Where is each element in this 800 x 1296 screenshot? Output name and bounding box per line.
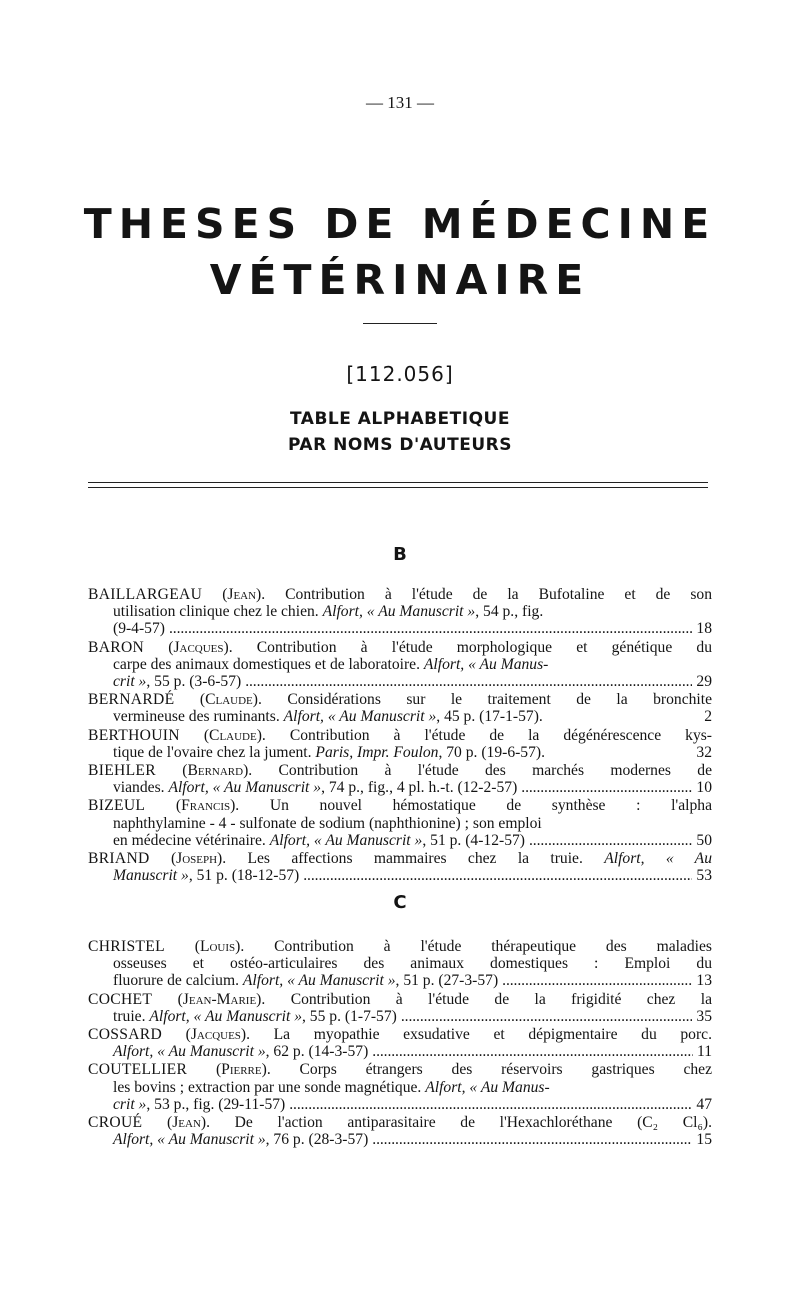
dot-leader [521,779,692,796]
entry-publisher: Alfort, « Au Manus- [425,1078,550,1096]
dot-leader [372,1131,692,1148]
dot-leader [245,673,692,690]
entry-details: , 62 p. (14-3-57) [265,1043,369,1061]
entry-publisher: Alfort, « Au Manuscrit » [113,1131,266,1149]
author-name: BERNARDÉ [88,691,175,709]
author-firstname: (Jean) [222,586,262,603]
author-firstname: (Bernard) [182,762,249,780]
list-item: BAILLARGEAU (Jean). Contribution à l'étude de la Bufotaline et de son utilisation clinique chez le chien. Alfort, « Au Manuscrit », 54 p., fig. (9-4-57) . . . 18 [88,586,712,638]
entry-text: La myopathie exsudative et dépigmentaire du porc. [273,1026,712,1044]
list-item: COSSARD (Jacques). La myopathie exsudative et dépigmentaire du porc. Alfort, « Au Manuscrit », 62 p. (14-3-57) . . . 11 [88,1026,712,1060]
entry-publisher: Alfort, « Au Manus- [423,655,549,673]
entry-publisher: Alfort, « Au [604,850,713,868]
section-letter-c: C [393,892,407,913]
entry-details: , 70 p. (19-6-57). [438,743,545,761]
entries-section-b [88,586,712,885]
entry-publisher: Alfort, « Au Manuscrit » [149,1007,302,1025]
list-item: BIEHLER (Bernard). Contribution à l'étude des marchés modernes de viandes. Alfort, « Au Manuscrit », 74 p., fig., 4 pl. h.-t. (12-2-57) . . . 10 [88,762,712,796]
author-name: CROUÉ [88,1114,143,1132]
page-number: — 131 — [366,93,434,112]
entry-publisher-cont: Manuscrit » [113,867,189,885]
entry-details: , 51 p. (4-12-57) [422,831,525,849]
entry-details: , 51 p. (18-12-57) [188,867,300,885]
author-name: COUTELLIER [88,1061,188,1079]
entry-text: fluorure de calcium. [113,972,243,990]
author-firstname: (Claude) [199,691,258,709]
title-line-2: VÉTÉRINAIRE [209,256,591,304]
entry-page: 13 [696,972,712,990]
dot-leader [169,620,692,637]
list-item: BERNARDÉ (Claude). Considérations sur le traitement de la bronchite vermineuse des ruminants. Alfort, « Au Manuscrit », 45 p. (17-1-57). 2 [88,691,712,726]
entry-publisher: Alfort, « Au Manuscrit » [113,1043,266,1061]
list-item: COUTELLIER (Pierre). Corps étrangers des réservoirs gastriques chez les bovins ; extraction par une sonde magnétique. Alfort, « Au Manus- crit », 53 p., fig. (29-11-57) . . . 47 [88,1061,712,1113]
entry-text: Un nouvel hémostatique de synthèse : l'alpha [269,797,713,815]
entry-details: , 45 p. (17-1-57). [436,708,543,726]
entry-publisher-cont: crit » [113,1095,147,1113]
entry-text: Contribution à l'étude des marchés modernes de [278,762,713,780]
entry-page: 32 [696,743,712,761]
dot-leader [303,867,692,884]
entry-details: , 51 p. (27-3-57) [395,972,499,990]
entry-page: 11 [696,1043,712,1061]
entry-page: 10 [696,779,712,797]
entry-details: , 74 p., fig., 4 pl. h.-t. (12-2-57) [321,779,518,797]
entry-publisher: Alfort, « Au Manuscrit » [242,972,396,990]
author-name: BRIAND [88,850,150,868]
entry-publisher: Alfort, « Au Manuscrit » [283,708,437,726]
entry-publisher: Alfort, « Au Manuscrit » [168,779,322,797]
author-name: COCHET [88,990,153,1008]
entry-text: naphthylamine - 4 - sulfonate de sodium (naphthionine) ; son emploi [113,814,542,832]
author-name: COSSARD [88,1026,163,1044]
entry-details: , 53 p., fig. (29-11-57) [146,1095,286,1113]
entry-text: Contribution à l'étude thérapeutique des maladies [274,938,713,955]
author-firstname: (Joseph) [170,850,223,868]
entry-text: Contribution à l'étude morphologique et génétique du [256,638,712,656]
list-item: CROUÉ (Jean). De l'action antiparasitaire de l'Hexachloréthane (C₂ Cl₆). Alfort, « Au Manuscrit », 76 p. (28-3-57) . . . 15 [88,1114,712,1148]
entry-details: , 55 p. (1-7-57) [302,1007,397,1025]
entry-publisher: Paris, Impr. Foulon [315,743,439,761]
entry-text: Les affections mammaires chez la truie. [247,850,605,868]
entry-text: tique de l'ovaire chez la jument. [113,743,316,761]
dot-leader [401,1008,693,1025]
page-title [0,196,800,308]
entry-details: , 76 p. (28-3-57) [265,1131,369,1149]
list-item: BERTHOUIN (Claude). Contribution à l'étude de la dégénérescence kys- tique de l'ovaire chez la jument. Paris, Impr. Foulon, 70 p. (19-6-57). 32 [88,726,712,761]
subtitle-line-2: PAR NOMS D'AUTEURS [288,435,512,455]
author-name: BIEHLER [88,762,156,780]
dot-leader [372,1043,693,1060]
author-firstname: (Louis) [194,938,241,955]
author-name: BAILLARGEAU [88,586,203,603]
subtitle-line-1: TABLE ALPHABETIQUE [290,409,510,429]
author-firstname: (Jacques) [185,1026,247,1044]
author-firstname: (Claude) [203,726,262,744]
double-divider [88,482,708,488]
dot-leader [529,832,692,849]
title-divider [363,323,437,324]
list-item: BRIAND (Joseph). Les affections mammaires chez la truie. Alfort, « Au Manuscrit », 51 p. (18-12-57) . . . 53 [88,850,712,884]
entry-text: De l'action antiparasitaire de l'Hexachloréthane (C₂ Cl₆). [234,1114,713,1132]
author-name: BERTHOUIN [88,726,180,744]
entry-text: les bovins ; extraction par une sonde magnétique. [113,1078,426,1096]
list-item: BARON (Jacques). Contribution à l'étude morphologique et génétique du carpe des animaux domestiques et de laboratoire. Alfort, « Au Manus- crit », 55 p. (3-6-57) . . . 29 [88,639,712,691]
entry-text: vermineuse des ruminants. [113,708,284,726]
entry-text: viandes. [113,779,169,797]
dot-leader [289,1096,692,1113]
entry-page: 2 [704,708,712,726]
entry-text: osseuses et ostéo-articulaires des animaux domestiques : Emploi du [113,955,712,973]
entry-page: 18 [696,620,712,638]
section-letter-b: B [393,544,407,565]
author-name: BIZEUL [88,797,146,815]
entry-text: Considérations sur le traitement de la bronchite [287,691,712,709]
entry-text: carpe des animaux domestiques et de laboratoire. [113,655,424,673]
author-firstname: (Francis) [175,797,236,815]
list-item: BIZEUL (Francis). Un nouvel hémostatique de synthèse : l'alpha naphthylamine - 4 - sulfonate de sodium (naphthionine) ; son emploi en médecine vétérinaire. Alfort, « Au Manuscrit », 51 p. (4-12-57) . . . 50 [88,797,712,849]
entries-section-c [88,938,712,1149]
entry-date: (9-4-57) [113,620,165,638]
entry-text: Corps étrangers des réservoirs gastriques chez [299,1061,712,1079]
entry-text: Contribution à l'étude de la Bufotaline et de son [285,586,713,603]
entry-page: 50 [696,831,712,849]
entry-page: 35 [696,1007,712,1025]
author-firstname: (Jean-Marie) [177,990,262,1008]
entry-text: truie. [113,1007,150,1025]
author-firstname: (Pierre) [215,1061,267,1079]
list-item: COCHET (Jean-Marie). Contribution à l'étude de la frigidité chez la truie. Alfort, « Au Manuscrit », 55 p. (1-7-57) . . . 35 [88,991,712,1025]
list-item: CHRISTEL (Louis). Contribution à l'étude thérapeutique des maladies osseuses et ostéo-articulaires des animaux domestiques : Emploi du fluorure de calcium. Alfort, « Au Manuscrit », 51 p. (27-3-57) . . . 13 [88,938,712,990]
author-firstname: (Jean) [167,1114,207,1132]
dot-leader [502,972,692,989]
entry-details: , 55 p. (3-6-57) [146,673,242,691]
entry-text: utilisation clinique chez le chien. [113,603,323,621]
entry-page: 47 [696,1095,712,1113]
entry-text: Contribution à l'étude de la dégénérescence kys- [289,726,712,744]
entry-page: 15 [696,1131,712,1149]
subtitle [0,406,800,458]
classification-code: [112.056] [346,362,454,386]
author-name: BARON [88,638,145,656]
entry-publisher: Alfort, « Au Manuscrit » [269,831,423,849]
entry-page: 53 [696,867,712,885]
entry-page: 29 [696,673,712,691]
entry-text: en médecine vétérinaire. [113,831,270,849]
author-name: CHRISTEL [88,938,165,955]
title-line-1: THESES DE MÉDECINE [83,200,717,248]
entry-publisher-cont: crit » [113,673,147,691]
entry-publisher: Alfort, « Au Manuscrit » [322,603,476,621]
entry-text: Contribution à l'étude de la frigidité chez la [290,990,713,1008]
author-firstname: (Jacques) [168,638,229,656]
entry-details: , 54 p., fig. [475,603,544,621]
